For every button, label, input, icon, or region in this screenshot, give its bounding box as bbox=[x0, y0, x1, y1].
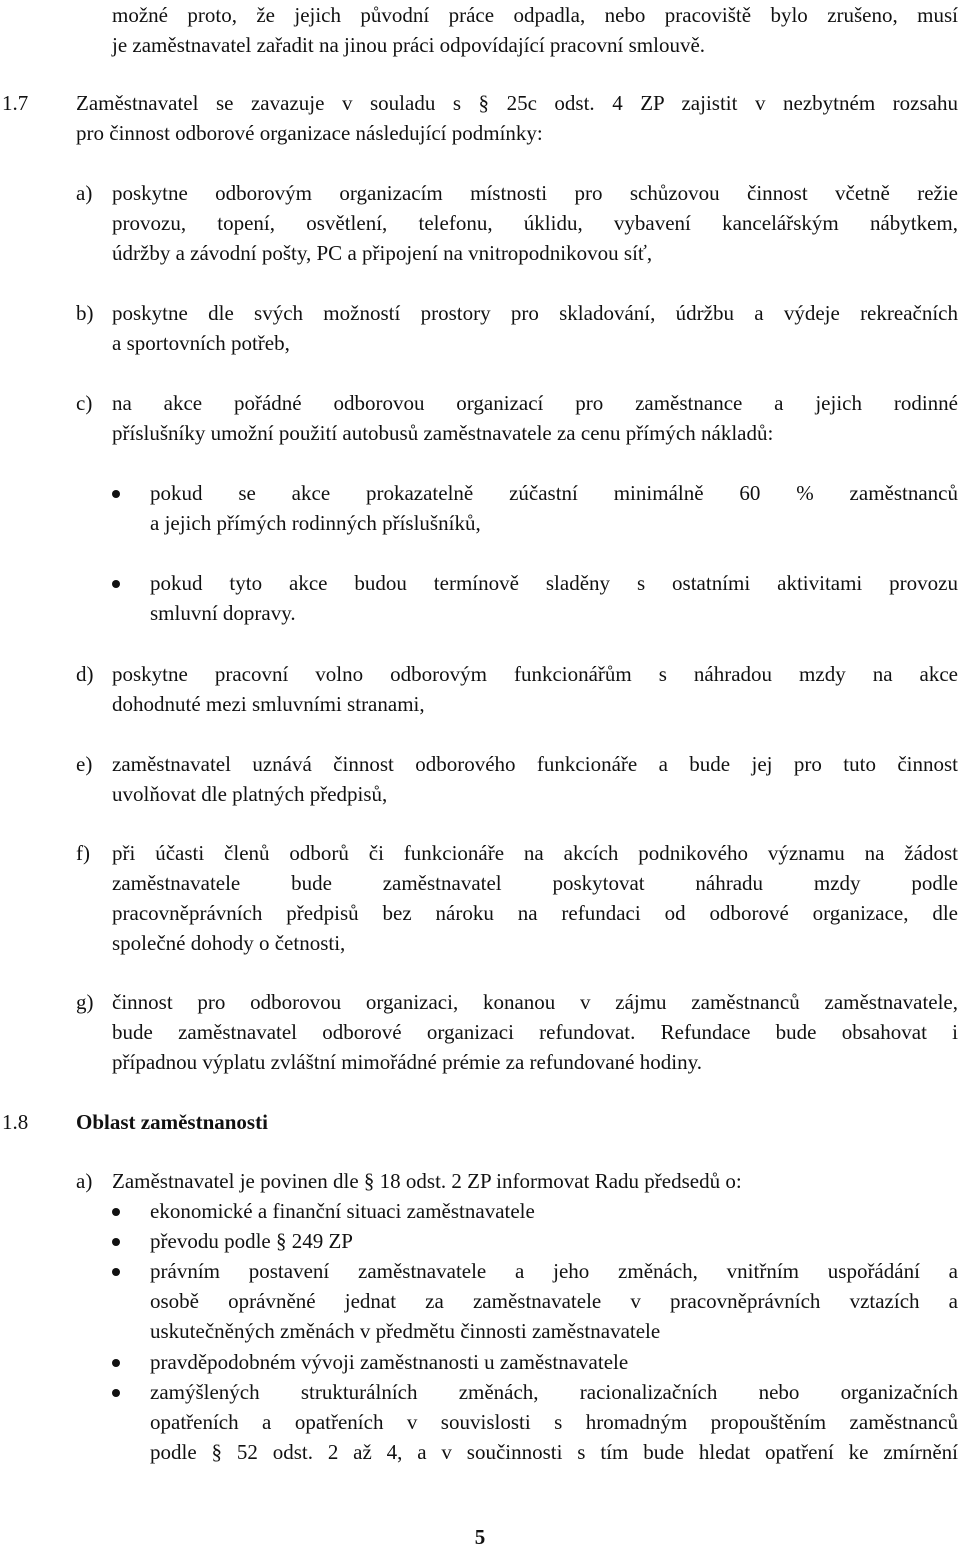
text-line: činnost pro odborovou organizaci, konanou v zájmu zaměstnanců zaměstnavatele, bbox=[112, 990, 958, 1014]
text-line: převodu podle § 249 ZP bbox=[150, 1229, 353, 1253]
text-line: příslušníky umožní použití autobusů zaměstnavatele za cenu přímých nákladů: bbox=[112, 421, 774, 445]
item-g bbox=[112, 987, 958, 1077]
text-line: opatřeních a opatřeních v souvislosti s hromadným propouštěním zaměstnanců bbox=[150, 1410, 958, 1434]
text-line: je zaměstnavatel zařadit na jinou práci odpovídající pracovní smlouvě. bbox=[112, 33, 706, 57]
bullet-icon bbox=[112, 1389, 120, 1397]
bullet-icon bbox=[112, 1238, 120, 1246]
text-line: provozu, topení, osvětlení, telefonu, úklidu, vybavení kancelářským nábytkem, bbox=[112, 211, 958, 235]
item-letter: a) bbox=[76, 1169, 93, 1193]
section-number: 1.7 bbox=[2, 91, 29, 115]
text-line: poskytne dle svých možností prostory pro skladování, údržbu a výdeje rekreačních bbox=[112, 301, 958, 325]
item-letter: b) bbox=[76, 301, 94, 325]
text-line: pokud tyto akce budou termínově sladěny s ostatními aktivitami provozu bbox=[150, 571, 958, 595]
section-title: Oblast zaměstnanosti bbox=[76, 1110, 268, 1134]
text-line: pokud se akce prokazatelně zúčastní minimálně 60 % zaměstnanců bbox=[150, 481, 958, 505]
page-number: 5 bbox=[474, 1525, 486, 1549]
text-line: při účasti členů odborů či funkcionáře na akcích podnikového významu na žádost bbox=[112, 841, 958, 865]
item-letter: c) bbox=[76, 391, 93, 415]
text-line: možné proto, že jejich původní práce odpadla, nebo pracoviště bylo zrušeno, musí bbox=[112, 3, 958, 27]
item-letter: g) bbox=[76, 990, 94, 1014]
text-line: zaměstnavatele bude zaměstnavatel poskytovat náhradu mzdy podle bbox=[112, 871, 958, 895]
item-d bbox=[112, 659, 958, 719]
item-f bbox=[112, 838, 958, 958]
bullet-item bbox=[150, 1226, 958, 1256]
section-1-7-intro bbox=[76, 88, 958, 148]
text-line: zamýšlených strukturálních změnách, racionalizačních nebo organizačních bbox=[150, 1380, 958, 1404]
text-line: poskytne pracovní volno odborovým funkcionářům s náhradou mzdy na akce bbox=[112, 662, 958, 686]
text-line: osobě oprávněné jednat za zaměstnavatele v pracovněprávních vztazích a bbox=[150, 1289, 958, 1313]
text-line: údržby a závodní pošty, PC a připojení na vnitropodnikovou síť, bbox=[112, 241, 653, 265]
text-line: na akce pořádné odborovou organizací pro zaměstnance a jejich rodinné bbox=[112, 391, 958, 415]
text-line: poskytne odborovým organizacím místnosti pro schůzovou činnost včetně režie bbox=[112, 181, 958, 205]
text-line: zaměstnavatel uznává činnost odborového funkcionáře a bude jej pro tuto činnost bbox=[112, 752, 958, 776]
item-a-text: Zaměstnavatel je povinen dle § 18 odst. 2 ZP informovat Radu předsedů o: bbox=[112, 1169, 742, 1193]
item-letter: a) bbox=[76, 181, 93, 205]
text-line: uskutečněných změnách v předmětu činnosti zaměstnavatele bbox=[150, 1319, 661, 1343]
bullet-item bbox=[150, 478, 958, 538]
text-line: bude zaměstnavatel odborové organizaci refundovat. Refundace bude obsahovat i bbox=[112, 1020, 958, 1044]
bullet-item bbox=[150, 1196, 958, 1226]
bullet-item bbox=[150, 1256, 958, 1346]
text-line: podle § 52 odst. 2 až 4, a v součinnosti s tím bude hledat opatření ke zmírnění bbox=[150, 1440, 958, 1464]
bullet-item bbox=[150, 1347, 958, 1377]
bullet-item bbox=[150, 1377, 958, 1467]
item-a bbox=[112, 178, 958, 268]
item-e bbox=[112, 749, 958, 809]
text-line: a sportovních potřeb, bbox=[112, 331, 290, 355]
item-letter: d) bbox=[76, 662, 94, 686]
intro-paragraph bbox=[112, 0, 958, 60]
text-line: pracovněprávních předpisů bez nároku na refundaci od odborové organizace, dle bbox=[112, 901, 958, 925]
text-line: Zaměstnavatel se zavazuje v souladu s § 25c odst. 4 ZP zajistit v nezbytném rozsahu bbox=[76, 91, 958, 115]
bullet-icon bbox=[112, 580, 120, 588]
bullet-item bbox=[150, 568, 958, 628]
bullet-icon bbox=[112, 1208, 120, 1216]
item-letter: f) bbox=[76, 841, 90, 865]
text-line: pravděpodobném vývoji zaměstnanosti u zaměstnavatele bbox=[150, 1350, 629, 1374]
bullet-icon bbox=[112, 1268, 120, 1276]
text-line: dohodnuté mezi smluvními stranami, bbox=[112, 692, 425, 716]
section-number: 1.8 bbox=[2, 1110, 29, 1134]
text-line: právním postavení zaměstnavatele a jeho změnách, vnitřním uspořádání a bbox=[150, 1259, 958, 1283]
item-c bbox=[112, 388, 958, 448]
text-line: smluvní dopravy. bbox=[150, 601, 296, 625]
text-line: společné dohody o četnosti, bbox=[112, 931, 346, 955]
text-line: pro činnost odborové organizace následující podmínky: bbox=[76, 121, 543, 145]
item-letter: e) bbox=[76, 752, 93, 776]
bullet-icon bbox=[112, 490, 120, 498]
text-line: uvolňovat dle platných předpisů, bbox=[112, 782, 388, 806]
bullet-icon bbox=[112, 1359, 120, 1367]
text-line: a jejich přímých rodinných příslušníků, bbox=[150, 511, 481, 535]
text-line: ekonomické a finanční situaci zaměstnavatele bbox=[150, 1199, 535, 1223]
text-line: případnou výplatu zvláštní mimořádné prémie za refundované hodiny. bbox=[112, 1050, 702, 1074]
item-b bbox=[112, 298, 958, 358]
